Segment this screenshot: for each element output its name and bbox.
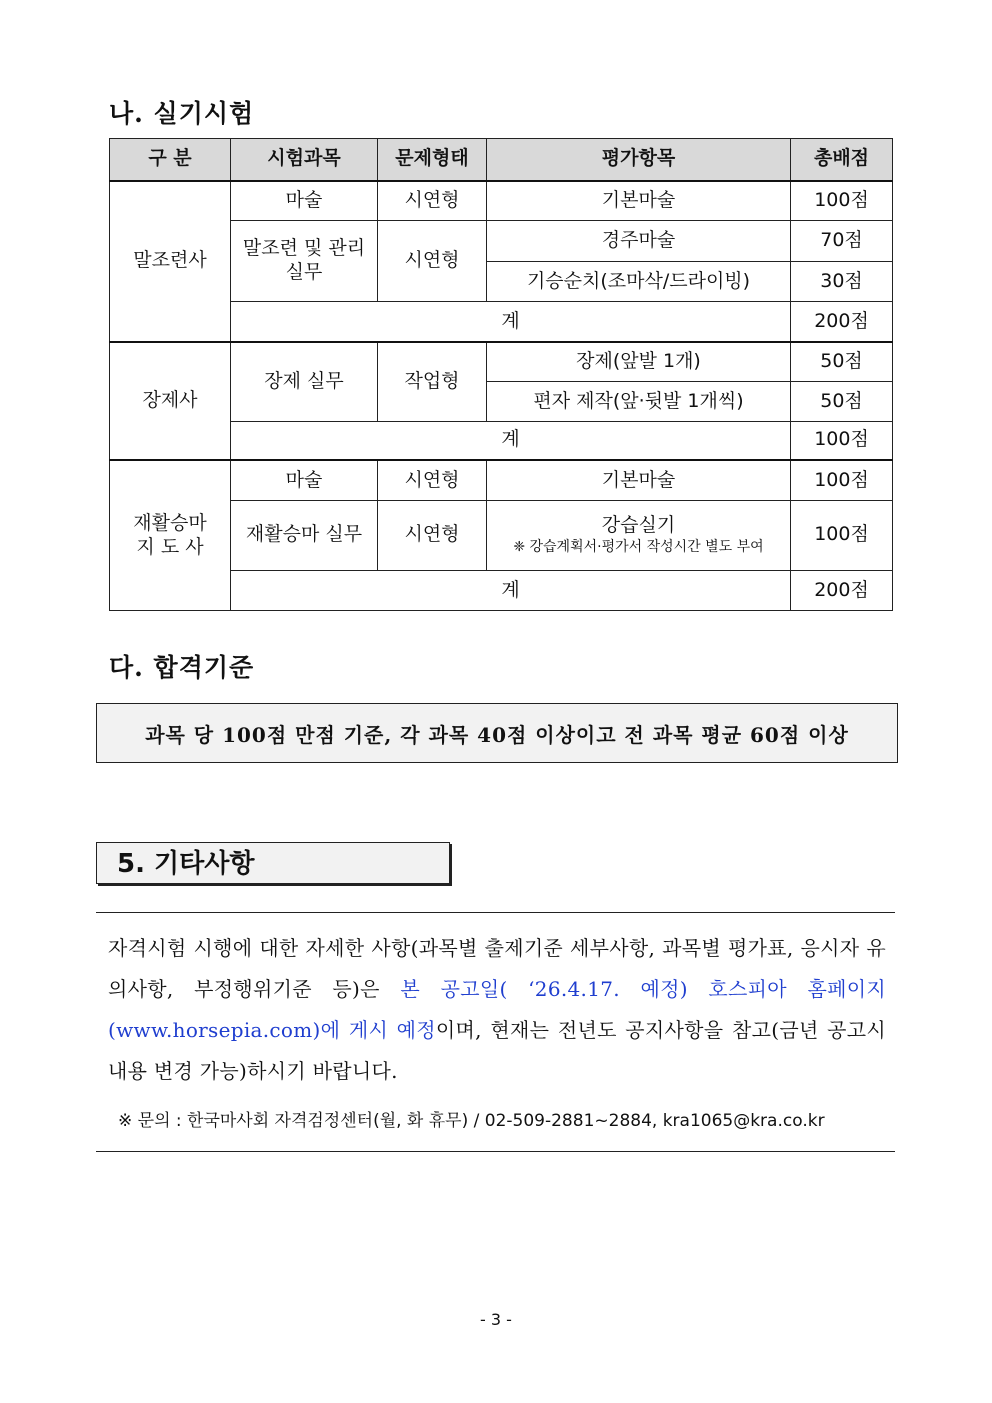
other-matters-paragraph [108,928,886,1092]
divider-top [96,912,895,913]
subject-cell: 마술 [231,181,378,221]
page-number: - 3 - [480,1310,512,1329]
section-title-pass-criteria: 다. 합격기준 [109,653,255,682]
score-cell: 100점 [791,181,893,221]
item-note: ❈ 강습계획서·평가서 작성시간 별도 부여 [513,539,764,556]
section-title-practical-exam: 나. 실기시험 [109,99,255,128]
total-label: 계 [231,421,791,460]
total-score: 200점 [791,570,893,610]
subject-cell: 말조련 및 관리 실무 [231,221,378,302]
total-label: 계 [231,302,791,342]
item-cell: 편자 제작(앞·뒷발 1개씩) [487,382,791,421]
table-row [110,460,893,500]
category-cell: 장제사 [110,342,231,460]
contact-info: ※ 문의 : 한국마사회 자격검정센터(월, 화 휴무) / 02-509-2881~2884, kra1065@kra.co.kr [118,1111,825,1131]
item-cell: 경주마술 [487,221,791,262]
subject-cell: 마술 [231,460,378,500]
header-type: 문제형태 [378,139,487,181]
header-items: 평가항목 [487,139,791,181]
category-cell [110,460,231,610]
score-cell: 100점 [791,460,893,500]
category-line-1: 재활승마 [133,511,207,534]
paragraph-text-2: 이며, 현재는 전년도 공지사항을 참고(금년 공고시 내용 변경 가능)하시기 바랍니다. [108,1018,887,1083]
score-cell: 70점 [791,221,893,262]
table-row [110,181,893,221]
practical-exam-table [109,138,893,611]
divider-bottom [96,1151,895,1152]
pass-criteria-box [96,703,898,763]
section-title-other-matters: 5. 기타사항 [96,842,450,884]
item-cell: 기본마술 [487,181,791,221]
item-name: 강습실기 [601,513,676,536]
header-subject: 시험과목 [231,139,378,181]
header-score: 총배점 [791,139,893,181]
paragraph-text-1: 자격시험 시행에 대한 자세한 사항(과목별 출제기준 세부사항, 과목별 평가표, 응시자 유의사항, 부정행위기준 등)은 [108,936,886,1001]
type-cell: 시연형 [378,460,487,500]
header-category: 구 분 [110,139,231,181]
type-cell: 시연형 [378,221,487,302]
item-cell: 기승순치(조마삭/드라이빙) [487,262,791,302]
type-cell: 작업형 [378,342,487,421]
item-cell: 기본마술 [487,460,791,500]
category-cell: 말조련사 [110,181,231,342]
total-score: 200점 [791,302,893,342]
score-cell: 50점 [791,382,893,421]
score-cell: 100점 [791,500,893,570]
type-cell: 시연형 [378,500,487,570]
total-label: 계 [231,570,791,610]
item-cell: 장제(앞발 1개) [487,342,791,382]
item-cell [487,500,791,570]
table-header-row [110,139,893,181]
score-cell: 50점 [791,342,893,382]
paragraph-highlight: 본 공고일( ‘26.4.17. 예정) 호스피아 홈페이지(www.horsepia.com)에 게시 예정 [108,977,886,1042]
category-line-2: 지 도 사 [136,535,204,558]
subject-cell: 장제 실무 [231,342,378,421]
type-cell: 시연형 [378,181,487,221]
pass-criteria-text: 과목 당 100점 만점 기준, 각 과목 40점 이상이고 전 과목 평균 60점 이상 [145,722,849,747]
subject-cell: 재활승마 실무 [231,500,378,570]
table-row [110,342,893,382]
score-cell: 30점 [791,262,893,302]
total-score: 100점 [791,421,893,460]
